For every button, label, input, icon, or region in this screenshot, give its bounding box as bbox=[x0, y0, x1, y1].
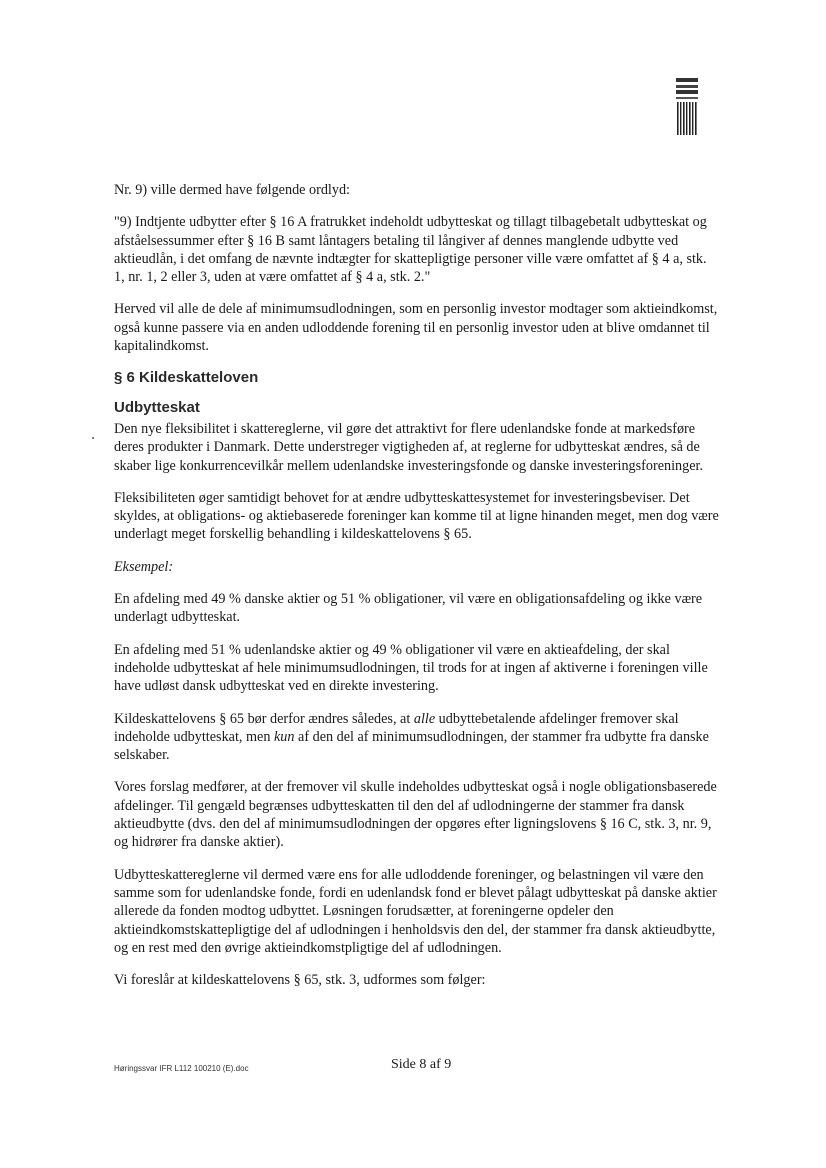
paragraph-65 bbox=[114, 710, 720, 765]
paragraph-foreslaar: Vi foreslår at kildeskattelovens § 65, stk. 3, udformes som følger: bbox=[114, 972, 486, 989]
paragraph-behov: Fleksibiliteten øger samtidigt behovet for at ændre udbytteskattesystemet for investeringsbeviser. Det skyldes, at obligations- og aktiebaserede foreninger kan komme til at ligne hinanden meget, men dog være underlagt meget forskellig behandling i kildeskattelovens § 65. bbox=[114, 489, 719, 543]
intro-line: Nr. 9) ville dermed have følgende ordlyd: bbox=[114, 182, 350, 198]
page-number: Side 8 af 9 bbox=[391, 1057, 452, 1072]
subheading: Udbytteskat bbox=[114, 398, 200, 416]
logo-icon bbox=[676, 78, 698, 136]
law-quote: "9) Indtjente udbytter efter § 16 A fratrukket indeholdt udbytteskat og tillagt tilbagebetalt udbytteskat og afståelsessummer efter § 16 B samt låntagers betaling til långiver af dennes manglende udbytte ved aktieudlån, i det omfang de nævnte indtægter for skattepligtige personer ville være omfattet af § 4 a, stk. 1, nr. 1, 2 eller 3, uden at være omfattet af § 4 a, stk. 2." bbox=[114, 214, 707, 286]
text-segment: af den del af minimumsudlodningen, der stammer fra udbytte fra danske selskaber. bbox=[114, 728, 709, 764]
text-segment: Kildeskattelovens § 65 bør derfor ændres således, at bbox=[114, 710, 414, 727]
section-heading: § 6 Kildeskatteloven bbox=[114, 369, 259, 387]
paragraph-herved: Herved vil alle de dele af minimumsudlodningen, som en personlig investor modtager som aktieindkomst, også kunne passere via en anden udloddende forening til en personlig investor uden at blive omdannet til kapitalindkomst. bbox=[114, 301, 718, 355]
paragraph-regler: Udbytteskattereglerne vil dermed være ens for alle udloddende foreninger, og belastningen vil være den samme som for udenlandske fonde, fordi en udenlandsk fond er blevet pålagt udbytteskat på danske aktier allerede da fonden modtog udbyttet. Løsningen forudsætter, at foreningerne opdeler den aktieindkomstskattepligtige del af udlodningen i henholdsvis den del, der stammer fra dansk aktieudbytte, og en rest med den øvrige aktieindkomstpligtige del af udlodningen. bbox=[114, 866, 717, 956]
document-body bbox=[114, 181, 720, 1003]
paragraph-forslag: Vores forslag medfører, at der fremover vil skulle indeholdes udbytteskat også i nogle obligationsbaserede afdelinger. Til gengæld begrænses udbytteskatten til den del af udlodningerne der stammer fra dansk aktieudbytte (dvs. den del af minimumsudlodningen der opgøres efter ligningslovens § 16 C, stk. 3, nr. 9, og hidrører fra danske aktier). bbox=[114, 779, 717, 851]
paragraph-example-2: En afdeling med 51 % udenlandske aktier og 49 % obligationer vil være en aktieafdeling, der skal indeholde udbytteskat af hele minimumsudlodningen, til trods for at ingen af aktiverne i foreningen ville have udløst dansk udbytteskat ved en direkte investering. bbox=[114, 641, 708, 695]
example-label: Eksempel: bbox=[114, 558, 174, 575]
footer-filename: Høringssvar IFR L112 100210 (E).doc bbox=[114, 1064, 249, 1073]
emphasis-kun: kun bbox=[273, 728, 295, 745]
emphasis-alle: alle bbox=[413, 710, 436, 727]
text-segment: udbyttebetalende afdelinger fremover skal indeholde udbytteskat, men bbox=[114, 710, 679, 745]
paragraph-example-1: En afdeling med 49 % danske aktier og 51 % obligationer, vil være en obligationsafdeling og ikke være underlagt udbytteskat. bbox=[114, 591, 703, 626]
paragraph-fleksibilitet: Den nye fleksibilitet i skattereglerne, vil gøre det attraktivt for flere udenlandske fonde at markedsføre deres produkter i Danmark. Dette understreger vigtigheden af, at reglerne for udbytteskat ændres, så de skaber lige konkurrencevilkår mellem udenlandske investeringsfonde og danske investeringsforeninger. bbox=[114, 420, 703, 474]
scan-speck bbox=[92, 437, 94, 439]
